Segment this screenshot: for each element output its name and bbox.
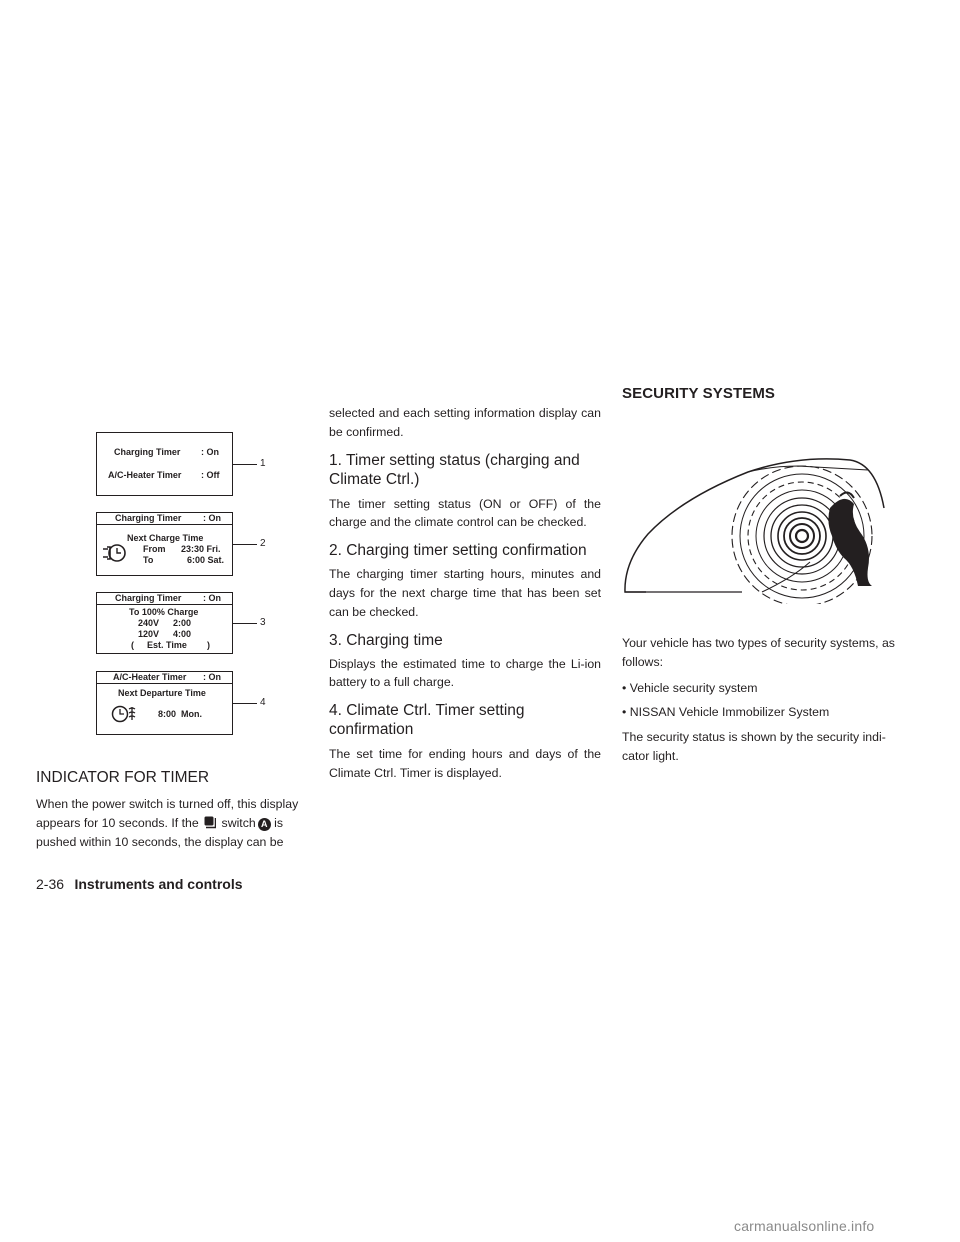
panel3-row1-label: 240V [138, 618, 160, 628]
callout-number-2: 2 [260, 538, 266, 549]
security-bullet-1: • Vehicle security system [622, 680, 758, 695]
panel2-to-label: To [143, 555, 154, 565]
middle-column [329, 404, 601, 783]
charge-plug-icon [102, 542, 128, 564]
callout-line-3 [233, 623, 257, 624]
security-outro: The security status is shown by the security indi- cator light. [622, 730, 886, 763]
timer-panel-3 [96, 592, 233, 654]
security-bullet-2: • NISSAN Vehicle Immobilizer System [622, 705, 830, 720]
callout-number-4: 4 [260, 697, 266, 708]
climate-timer-icon [110, 704, 140, 724]
panel1-line2-value: : Off [201, 470, 220, 480]
panel3-row1-value: 2:00 [173, 618, 192, 628]
panel3-row2-value: 4:00 [173, 629, 192, 639]
panel1-line2-label: A/C-Heater Timer [108, 470, 182, 480]
panel4-time: 8:00 Mon. [158, 709, 203, 719]
panel4-header-value: : On [203, 672, 221, 682]
panel2-from-label: From [143, 544, 166, 554]
timer-panel-4 [96, 671, 233, 735]
section-2-text: The charging timer starting hours, minutes and days for the next charge time that has been set can be checked. [329, 567, 601, 619]
panel2-header-label: Charging Timer [115, 513, 182, 523]
panel2-title: Next Charge Time [127, 533, 204, 543]
panel4-header-label: A/C-Heater Timer [113, 672, 187, 682]
section-3-heading: 3. Charging time [329, 631, 443, 649]
indicator-text-part2: is pushed within 10 seconds, the display can be [36, 815, 284, 849]
section-1-heading: 1. Timer setting status (charging and Climate Ctrl.) [329, 451, 580, 488]
callout-line-4 [233, 703, 257, 704]
callout-a-badge: A [258, 818, 271, 831]
panel4-title: Next Departure Time [118, 688, 206, 698]
panel3-note-open: ( [131, 640, 134, 650]
section-2-heading: 2. Charging timer setting confirmation [329, 542, 587, 560]
panel3-header-label: Charging Timer [115, 593, 182, 603]
section-4-text: The set time for ending hours and days of the Climate Ctrl. Timer is displayed. [329, 747, 601, 780]
page-footer [36, 876, 243, 894]
panel1-line1-value: : On [201, 447, 219, 457]
panel2-header-value: : On [203, 513, 221, 523]
panel3-note: Est. Time [147, 640, 187, 650]
callout-line-1 [233, 464, 257, 465]
vehicle-security-illustration [622, 452, 886, 604]
page-number: 2-36 [36, 876, 65, 892]
section-1-text: The timer setting status (ON or OFF) of the charge and the climate control can be checked. [329, 496, 601, 530]
timer-panel-1 [96, 432, 233, 496]
panel3-note-close: ) [207, 640, 210, 650]
callout-number-3: 3 [260, 617, 266, 628]
security-heading: SECURITY SYSTEMS [622, 385, 776, 402]
timer-panel-2 [96, 512, 233, 576]
panel3-row2-label: 120V [138, 629, 160, 639]
section-title: Instruments and controls [74, 876, 243, 892]
indicator-paragraph [36, 795, 302, 851]
panel2-from-value: 23:30 Fri. [181, 544, 221, 554]
display-switch-icon [204, 816, 216, 829]
security-body [622, 634, 898, 766]
panel3-header-value: : On [203, 593, 221, 603]
panel3-title: To 100% Charge [129, 607, 199, 617]
watermark-text: carmanualsonline.info [734, 1218, 875, 1234]
indicator-text-part1: When the power switch is turned off, this display appears for 10 seconds. If the [36, 797, 299, 830]
continuation-text: selected and each setting information display can be confirmed. [329, 406, 601, 439]
security-intro: Your vehicle has two types of security systems, as follows: [622, 636, 895, 669]
callout-line-2 [233, 544, 257, 545]
indicator-heading: INDICATOR FOR TIMER [36, 769, 210, 786]
indicator-switch-word: switch [221, 815, 256, 830]
section-3-text: Displays the estimated time to charge the Li-ion battery to a full charge. [329, 656, 601, 690]
panel1-line1-label: Charging Timer [114, 447, 181, 457]
panel2-to-value: 6:00 Sat. [187, 555, 225, 565]
callout-number-1: 1 [260, 458, 266, 469]
section-4-heading: 4. Climate Ctrl. Timer setting confirmation [329, 702, 525, 739]
